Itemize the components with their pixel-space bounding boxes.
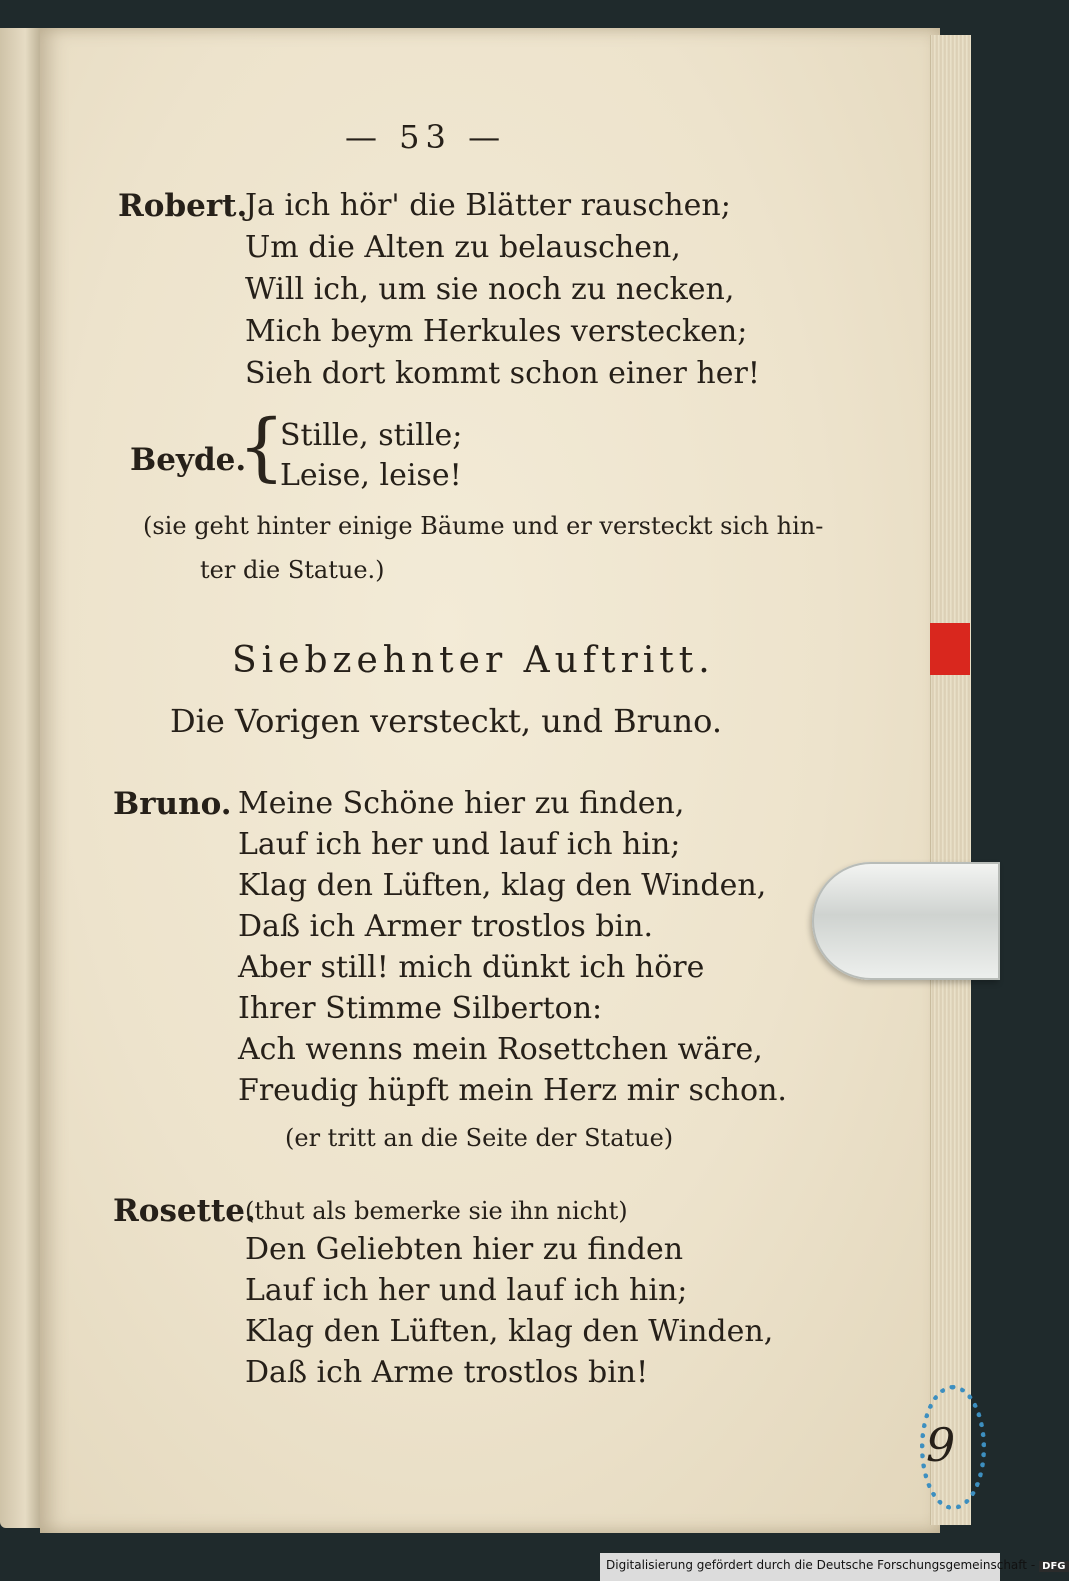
verse-line: Stille, stille;: [280, 418, 463, 453]
verse-line: Sieh dort kommt schon einer her!: [245, 356, 760, 391]
verse-line: Aber still! mich dünkt ich höre: [238, 950, 705, 985]
scene-subheading: Die Vorigen versteckt, und Bruno.: [170, 702, 722, 740]
stage-direction: (er tritt an die Seite der Statue): [285, 1124, 674, 1152]
verse-line: Um die Alten zu belauschen,: [245, 230, 681, 265]
verse-line: Daß ich Arme trostlos bin!: [245, 1355, 649, 1390]
page-number: — 53 —: [345, 118, 507, 156]
verse-line: Ach wenns mein Rosettchen wäre,: [238, 1032, 763, 1067]
speaker-bruno: Bruno.: [113, 786, 232, 822]
stage-direction: (thut als bemerke sie ihn nicht): [245, 1197, 628, 1225]
speaker-beyde: Beyde.: [130, 442, 247, 478]
verse-line: Daß ich Armer trostlos bin.: [238, 909, 654, 944]
funding-notice: [606, 1558, 1069, 1572]
verse-line: Lauf ich her und lauf ich hin;: [238, 827, 681, 862]
page-stack-edge: [930, 35, 971, 1525]
funding-text: Digitalisierung gefördert durch die Deutsche Forschungsgemeinschaft -: [606, 1558, 1036, 1572]
brace-mark: {: [238, 404, 286, 490]
verse-line: Meine Schöne hier zu finden,: [238, 786, 685, 821]
verse-line: Freudig hüpft mein Herz mir schon.: [238, 1073, 787, 1108]
stage-direction: (sie geht hinter einige Bäume und er versteckt sich hin-: [143, 512, 824, 540]
verse-line: Mich beym Herkules verstecken;: [245, 314, 748, 349]
verse-line: Klag den Lüften, klag den Winden,: [245, 1314, 774, 1349]
speaker-rosette: Rosette.: [113, 1193, 256, 1229]
speaker-robert: Robert.: [118, 188, 248, 224]
dfg-logo: DFG: [1039, 1561, 1068, 1572]
verse-line: Ja ich hör' die Blätter rauschen;: [245, 188, 731, 223]
scene-heading: Siebzehnter Auftritt.: [232, 640, 715, 681]
page-clip: [812, 862, 1000, 980]
stamp-number: 9: [926, 1418, 956, 1472]
facing-page-edge: [0, 28, 42, 1528]
stage-direction: ter die Statue.): [200, 556, 385, 584]
verse-line: Will ich, um sie noch zu necken,: [245, 272, 735, 307]
verse-line: Lauf ich her und lauf ich hin;: [245, 1273, 688, 1308]
red-bookmark-tab: [930, 623, 970, 675]
verse-line: Klag den Lüften, klag den Winden,: [238, 868, 767, 903]
verse-line: Den Geliebten hier zu finden: [245, 1232, 684, 1267]
verse-line: Leise, leise!: [280, 458, 462, 493]
verse-line: Ihrer Stimme Silberton:: [238, 991, 603, 1026]
